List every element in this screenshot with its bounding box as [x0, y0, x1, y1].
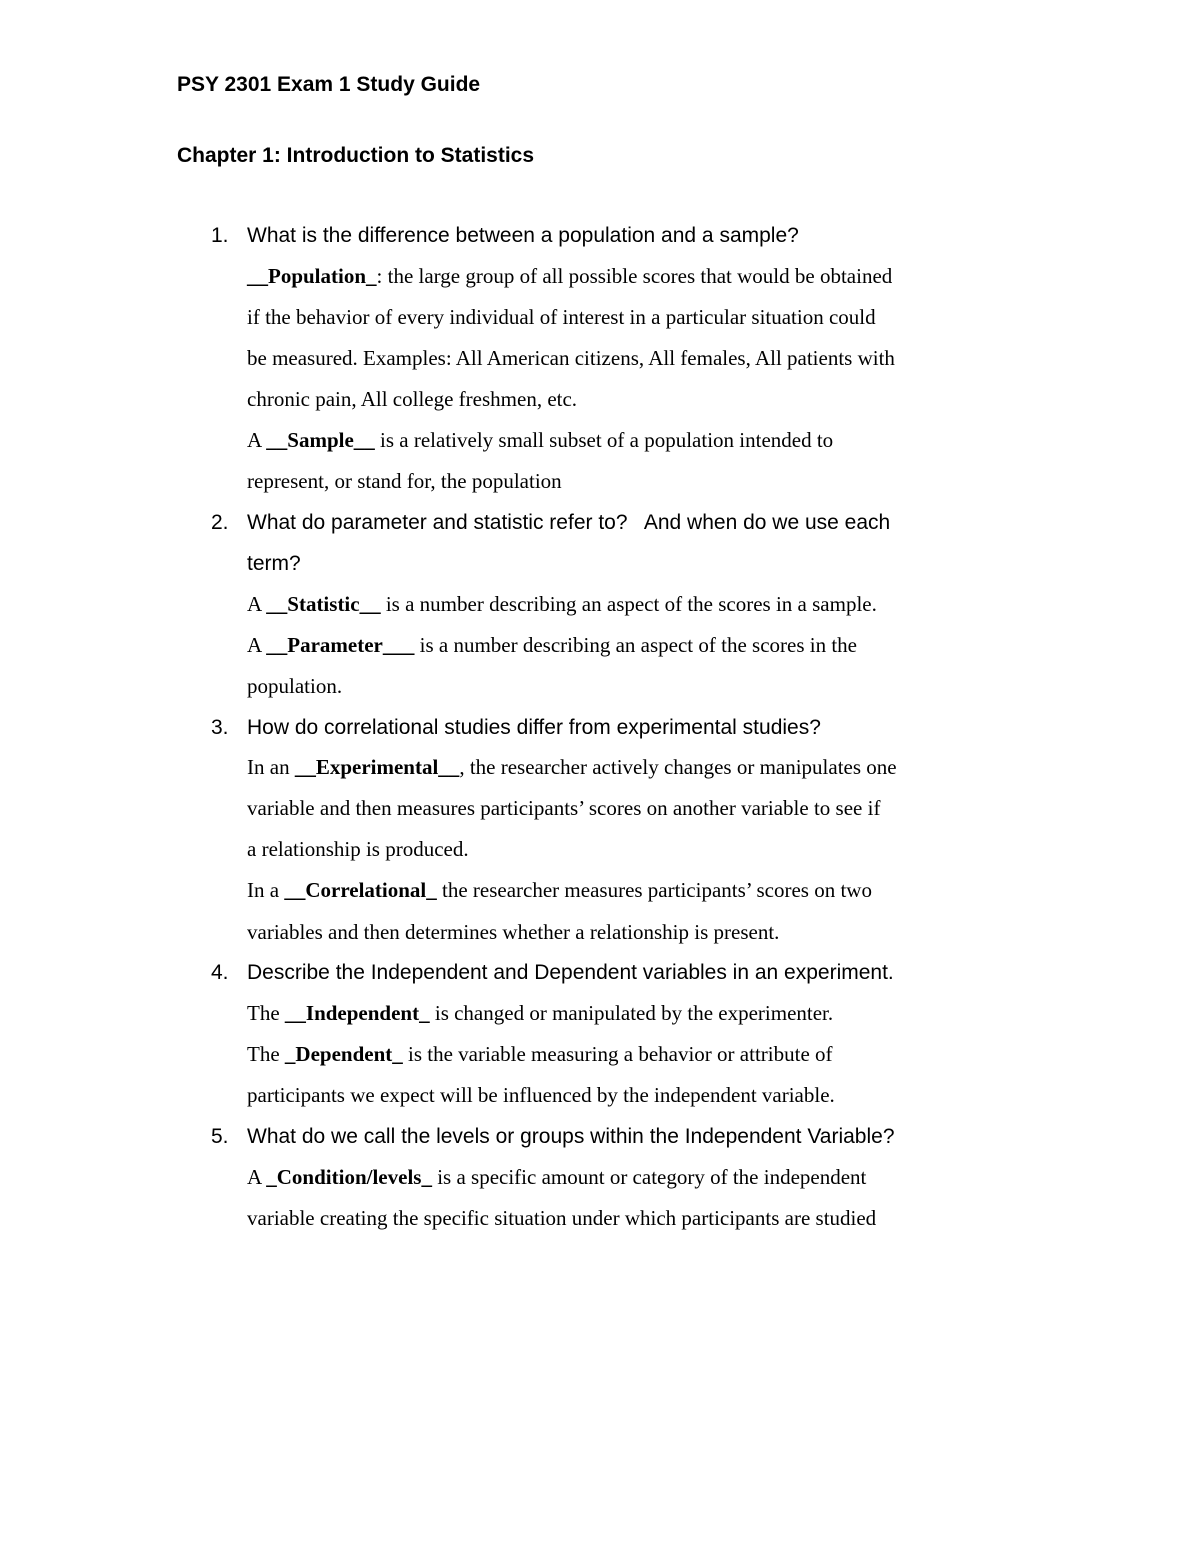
answer-term: __Independent_	[284, 1001, 430, 1025]
answer-line: A _Condition/levels_ is a specific amount or category of the independent	[247, 1165, 867, 1189]
answer-term: _Condition/levels_	[266, 1165, 432, 1189]
chapter-heading: Chapter 1: Introduction to Statistics	[177, 144, 535, 167]
answer-line: be measured. Examples: All American citizens, All females, All patients with	[247, 346, 895, 370]
answer-term: __Statistic__	[266, 592, 381, 616]
question-text: What do parameter and statistic refer to? And when do we use each	[247, 511, 891, 534]
answer-line: A __Parameter___ is a number describing an aspect of the scores in the	[247, 633, 857, 657]
answer-line: variable and then measures participants’ scores on another variable to see if	[247, 796, 881, 820]
answer-line: A __Statistic__ is a number describing an aspect of the scores in a sample.	[247, 592, 877, 616]
answer-line: variable creating the specific situation under which participants are studied	[247, 1206, 877, 1230]
answer-term: __Population_	[247, 264, 377, 288]
answer-term: __Correlational_	[284, 878, 437, 902]
answer-line: population.	[247, 674, 343, 698]
question-text: term?	[247, 552, 301, 575]
answer-line: The __Independent_ is changed or manipulated by the experimenter.	[247, 1001, 834, 1025]
question-number: 5.	[211, 1125, 229, 1148]
document-title: PSY 2301 Exam 1 Study Guide	[177, 73, 481, 96]
answer-line: A __Sample__ is a relatively small subset of a population intended to	[247, 428, 834, 452]
answer-line: represent, or stand for, the population	[247, 469, 562, 493]
answer-line: __Population_: the large group of all possible scores that would be obtained	[247, 264, 893, 288]
answer-line: a relationship is produced.	[247, 837, 469, 861]
answer-term: __Experimental__	[294, 755, 460, 779]
question-number: 3.	[211, 716, 229, 739]
answer-line: The _Dependent_ is the variable measuring a behavior or attribute of	[247, 1042, 833, 1066]
answer-line: In an __Experimental__, the researcher actively changes or manipulates one	[247, 755, 897, 779]
answer-line: chronic pain, All college freshmen, etc.	[247, 387, 578, 411]
question-text: Describe the Independent and Dependent variables in an experiment.	[247, 961, 894, 984]
answer-line: participants we expect will be influenced by the independent variable.	[247, 1083, 835, 1107]
question-number: 1.	[211, 224, 229, 247]
answer-term: __Sample__	[266, 428, 375, 452]
answer-line: In a __Correlational_ the researcher measures participants’ scores on two	[247, 878, 872, 902]
answer-term: __Parameter___	[266, 633, 415, 657]
answer-line: variables and then determines whether a relationship is present.	[247, 920, 780, 944]
answer-term: _Dependent_	[284, 1042, 403, 1066]
question-text: What is the difference between a population and a sample?	[247, 224, 799, 247]
question-number: 2.	[211, 511, 229, 534]
question-number: 4.	[211, 961, 229, 984]
question-text: How do correlational studies differ from experimental studies?	[247, 716, 821, 739]
answer-line: if the behavior of every individual of interest in a particular situation could	[247, 305, 876, 329]
question-text: What do we call the levels or groups within the Independent Variable?	[247, 1125, 895, 1148]
